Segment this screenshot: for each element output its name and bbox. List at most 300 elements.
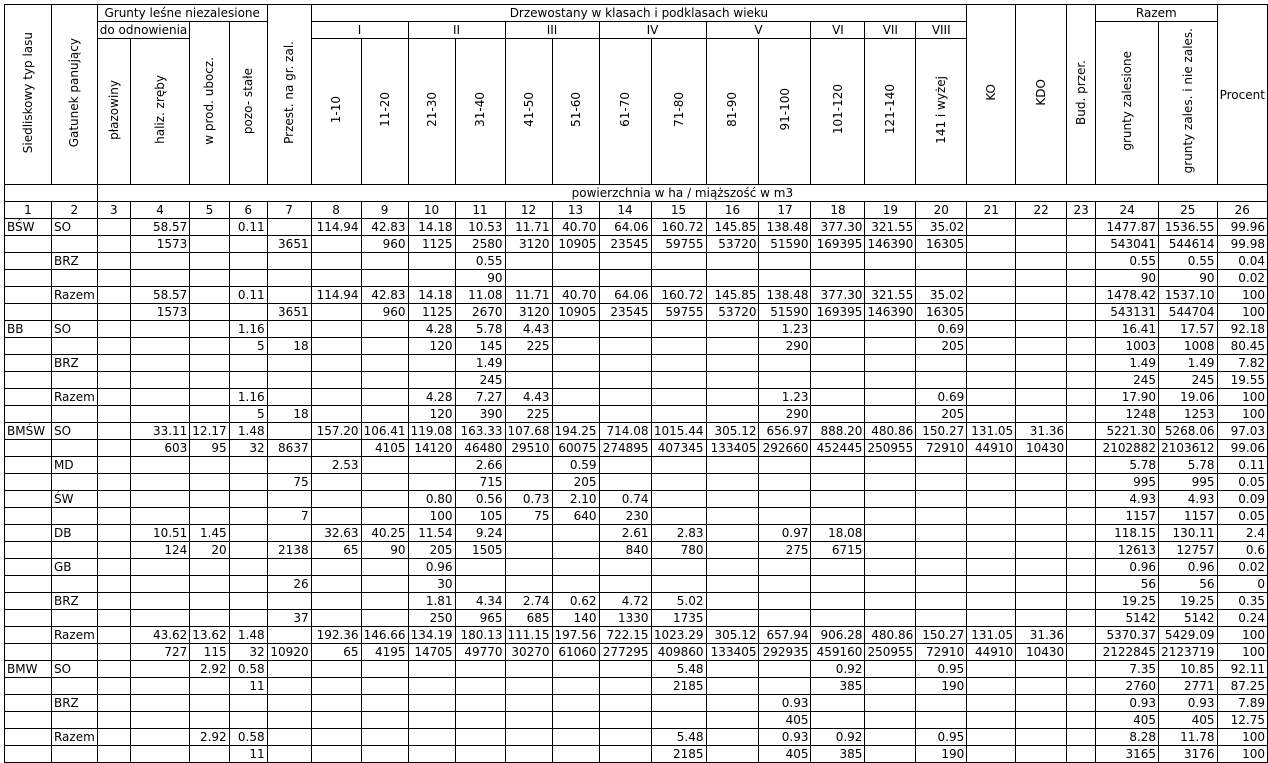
value-cell — [967, 372, 1016, 389]
value-cell — [361, 474, 408, 491]
column-number: 6 — [229, 202, 267, 219]
value-cell: 65 — [311, 644, 361, 661]
value-cell: 0.24 — [1217, 610, 1267, 627]
value-cell — [505, 729, 552, 746]
value-cell: 169395 — [811, 304, 865, 321]
value-cell: 14.18 — [408, 287, 455, 304]
value-cell: 10905 — [552, 236, 599, 253]
header-sub-8: 71-80 — [651, 39, 706, 185]
header-sub-12: 121-140 — [865, 39, 916, 185]
site-type-cell — [5, 627, 52, 644]
value-cell — [361, 695, 408, 712]
species-cell: MD — [51, 457, 97, 474]
value-cell — [1016, 729, 1067, 746]
value-cell — [865, 457, 916, 474]
value-cell: 0.11 — [229, 219, 267, 236]
species-cell — [51, 678, 97, 695]
value-cell: 133405 — [706, 644, 759, 661]
value-cell — [552, 372, 599, 389]
value-cell: 250955 — [865, 644, 916, 661]
value-cell: 11.08 — [455, 287, 505, 304]
value-cell: 1.48 — [229, 627, 267, 644]
value-cell: 1573 — [130, 304, 189, 321]
value-cell — [1067, 474, 1096, 491]
value-cell — [865, 508, 916, 525]
table-row — [5, 729, 1268, 746]
value-cell — [130, 712, 189, 729]
value-cell — [267, 253, 311, 270]
value-cell — [599, 338, 651, 355]
column-number: 3 — [97, 202, 130, 219]
value-cell: 31.36 — [1016, 423, 1067, 440]
table-row — [5, 219, 1268, 236]
value-cell — [811, 406, 865, 423]
value-cell: 95 — [190, 440, 229, 457]
value-cell — [599, 321, 651, 338]
value-cell — [505, 457, 552, 474]
value-cell: 1023.29 — [651, 627, 706, 644]
value-cell — [190, 678, 229, 695]
value-cell: 480.86 — [865, 423, 916, 440]
value-cell: 107.68 — [505, 423, 552, 440]
table-row — [5, 610, 1268, 627]
value-cell — [1016, 559, 1067, 576]
value-cell — [97, 355, 130, 372]
value-cell: 58.57 — [130, 219, 189, 236]
value-cell — [267, 593, 311, 610]
header-pozo: pozo- stałe — [229, 22, 267, 185]
table-row — [5, 661, 1268, 678]
value-cell: 40.70 — [552, 219, 599, 236]
value-cell: 5 — [229, 338, 267, 355]
value-cell: 90 — [361, 542, 408, 559]
value-cell — [229, 253, 267, 270]
value-cell: 53720 — [706, 304, 759, 321]
header-grunty-zal: grunty zalesione — [1096, 22, 1159, 185]
value-cell — [599, 457, 651, 474]
value-cell — [505, 576, 552, 593]
value-cell — [706, 542, 759, 559]
value-cell — [967, 406, 1016, 423]
value-cell — [361, 729, 408, 746]
value-cell — [229, 474, 267, 491]
value-cell — [552, 338, 599, 355]
value-cell: 145 — [455, 338, 505, 355]
value-cell — [97, 474, 130, 491]
value-cell: 4.43 — [505, 389, 552, 406]
value-cell: 225 — [505, 338, 552, 355]
site-type-cell — [5, 542, 52, 559]
value-cell — [1067, 338, 1096, 355]
value-cell — [190, 457, 229, 474]
value-cell — [916, 457, 967, 474]
value-cell — [97, 542, 130, 559]
value-cell — [916, 559, 967, 576]
species-cell — [51, 712, 97, 729]
species-cell — [51, 644, 97, 661]
header-sub-10: 91-100 — [759, 39, 811, 185]
value-cell: 0.93 — [1096, 695, 1159, 712]
value-cell — [1067, 712, 1096, 729]
header-sub-3: 21-30 — [408, 39, 455, 185]
species-cell — [51, 406, 97, 423]
table-row — [5, 644, 1268, 661]
value-cell: 42.83 — [361, 219, 408, 236]
header-bud: Bud. przer. — [1067, 5, 1096, 185]
value-cell — [599, 253, 651, 270]
table-row — [5, 406, 1268, 423]
value-cell — [267, 627, 311, 644]
value-cell — [267, 661, 311, 678]
value-cell: 0.05 — [1217, 474, 1267, 491]
site-type-cell — [5, 525, 52, 542]
value-cell — [916, 610, 967, 627]
value-cell — [267, 559, 311, 576]
value-cell — [455, 712, 505, 729]
header-class-ii: II — [408, 22, 505, 39]
value-cell: 13.62 — [190, 627, 229, 644]
value-cell — [311, 304, 361, 321]
value-cell: 2.74 — [505, 593, 552, 610]
value-cell — [811, 474, 865, 491]
value-cell: 11.71 — [505, 219, 552, 236]
value-cell — [759, 355, 811, 372]
value-cell — [97, 304, 130, 321]
column-number: 21 — [967, 202, 1016, 219]
species-cell: BRZ — [51, 355, 97, 372]
value-cell: 2103612 — [1159, 440, 1217, 457]
value-cell — [97, 576, 130, 593]
header-haliz: haliz. zręby — [130, 39, 189, 185]
value-cell — [229, 508, 267, 525]
value-cell: 150.27 — [916, 627, 967, 644]
value-cell — [267, 491, 311, 508]
value-cell — [811, 389, 865, 406]
value-cell — [130, 389, 189, 406]
value-cell — [865, 389, 916, 406]
value-cell — [706, 457, 759, 474]
value-cell: 1537.10 — [1159, 287, 1217, 304]
value-cell — [811, 457, 865, 474]
value-cell — [651, 695, 706, 712]
value-cell — [361, 661, 408, 678]
value-cell — [1016, 406, 1067, 423]
value-cell: 292660 — [759, 440, 811, 457]
table-row — [5, 559, 1268, 576]
header-przest: Przest. na gr. zal. — [267, 5, 311, 185]
value-cell: 20 — [190, 542, 229, 559]
value-cell: 544704 — [1159, 304, 1217, 321]
value-cell: 305.12 — [706, 627, 759, 644]
value-cell: 714.08 — [599, 423, 651, 440]
value-cell — [190, 304, 229, 321]
value-cell: 9.24 — [455, 525, 505, 542]
value-cell — [1016, 219, 1067, 236]
value-cell: 75 — [267, 474, 311, 491]
value-cell: 2771 — [1159, 678, 1217, 695]
value-cell: 19.25 — [1159, 593, 1217, 610]
header-class-vii: VII — [865, 22, 916, 39]
value-cell — [97, 610, 130, 627]
value-cell: 31.36 — [1016, 627, 1067, 644]
value-cell: 0.56 — [455, 491, 505, 508]
value-cell — [361, 610, 408, 627]
value-cell: 92.11 — [1217, 661, 1267, 678]
table-row — [5, 576, 1268, 593]
value-cell: 0.93 — [759, 729, 811, 746]
value-cell: 140 — [552, 610, 599, 627]
value-cell: 99.98 — [1217, 236, 1267, 253]
value-cell — [865, 695, 916, 712]
value-cell — [1067, 440, 1096, 457]
value-cell — [811, 712, 865, 729]
value-cell — [505, 559, 552, 576]
value-cell — [759, 474, 811, 491]
site-type-cell — [5, 712, 52, 729]
value-cell — [505, 474, 552, 491]
value-cell: 190 — [916, 746, 967, 763]
value-cell: 100 — [1217, 627, 1267, 644]
value-cell — [706, 593, 759, 610]
value-cell — [651, 457, 706, 474]
species-cell — [51, 610, 97, 627]
value-cell: 0.80 — [408, 491, 455, 508]
value-cell: 30 — [408, 576, 455, 593]
value-cell — [759, 678, 811, 695]
value-cell — [552, 525, 599, 542]
value-cell — [97, 338, 130, 355]
value-cell — [1067, 304, 1096, 321]
value-cell — [1016, 508, 1067, 525]
table-row — [5, 270, 1268, 287]
value-cell: 35.02 — [916, 287, 967, 304]
value-cell — [505, 355, 552, 372]
value-cell — [1067, 542, 1096, 559]
value-cell — [967, 270, 1016, 287]
site-type-cell — [5, 372, 52, 389]
value-cell — [811, 695, 865, 712]
value-cell — [811, 321, 865, 338]
value-cell — [706, 678, 759, 695]
value-cell: 1248 — [1096, 406, 1159, 423]
value-cell: 2102882 — [1096, 440, 1159, 457]
value-cell — [229, 270, 267, 287]
column-number: 9 — [361, 202, 408, 219]
value-cell — [267, 355, 311, 372]
value-cell: 321.55 — [865, 287, 916, 304]
value-cell: 377.30 — [811, 287, 865, 304]
value-cell — [1067, 287, 1096, 304]
value-cell — [130, 474, 189, 491]
table-body — [5, 219, 1268, 763]
value-cell — [651, 338, 706, 355]
value-cell — [97, 389, 130, 406]
species-cell: GB — [51, 559, 97, 576]
value-cell: 120 — [408, 406, 455, 423]
value-cell — [361, 457, 408, 474]
value-cell — [865, 321, 916, 338]
value-cell: 32 — [229, 644, 267, 661]
value-cell: 14.18 — [408, 219, 455, 236]
value-cell: 1.23 — [759, 389, 811, 406]
value-cell — [706, 253, 759, 270]
value-cell: 197.56 — [552, 627, 599, 644]
value-cell: 8.28 — [1096, 729, 1159, 746]
value-cell: 4.28 — [408, 389, 455, 406]
value-cell — [361, 593, 408, 610]
species-cell: SO — [51, 321, 97, 338]
value-cell: 2122845 — [1096, 644, 1159, 661]
value-cell: 1505 — [455, 542, 505, 559]
value-cell: 131.05 — [967, 423, 1016, 440]
value-cell — [1016, 610, 1067, 627]
value-cell — [916, 474, 967, 491]
value-cell — [552, 712, 599, 729]
value-cell — [1067, 491, 1096, 508]
value-cell — [229, 491, 267, 508]
value-cell — [865, 712, 916, 729]
site-type-cell — [5, 678, 52, 695]
value-cell: 119.08 — [408, 423, 455, 440]
value-cell — [311, 321, 361, 338]
value-cell — [311, 712, 361, 729]
value-cell — [706, 321, 759, 338]
column-number: 10 — [408, 202, 455, 219]
value-cell — [651, 474, 706, 491]
value-cell — [190, 355, 229, 372]
value-cell: 2.83 — [651, 525, 706, 542]
value-cell: 543131 — [1096, 304, 1159, 321]
value-cell — [505, 661, 552, 678]
value-cell: 100 — [408, 508, 455, 525]
value-cell: 245 — [1096, 372, 1159, 389]
value-cell: 40.70 — [552, 287, 599, 304]
value-cell: 10430 — [1016, 440, 1067, 457]
value-cell — [759, 508, 811, 525]
value-cell: 1157 — [1096, 508, 1159, 525]
value-cell — [97, 287, 130, 304]
value-cell — [759, 593, 811, 610]
value-cell: 225 — [505, 406, 552, 423]
value-cell: 780 — [651, 542, 706, 559]
value-cell: 100 — [1217, 644, 1267, 661]
value-cell — [1067, 406, 1096, 423]
header-sub-6: 51-60 — [552, 39, 599, 185]
value-cell — [455, 729, 505, 746]
value-cell — [651, 355, 706, 372]
header-do-odnowienia: do odnowienia — [97, 22, 190, 39]
value-cell: 0.93 — [1159, 695, 1217, 712]
table-row — [5, 423, 1268, 440]
site-type-cell — [5, 406, 52, 423]
value-cell — [865, 593, 916, 610]
value-cell: 3120 — [505, 236, 552, 253]
value-cell — [1067, 219, 1096, 236]
value-cell — [865, 253, 916, 270]
value-cell — [1016, 236, 1067, 253]
value-cell — [361, 270, 408, 287]
table-row — [5, 355, 1268, 372]
value-cell — [130, 321, 189, 338]
value-cell — [1016, 661, 1067, 678]
value-cell: 3120 — [505, 304, 552, 321]
value-cell — [190, 508, 229, 525]
value-cell — [311, 355, 361, 372]
site-type-cell — [5, 355, 52, 372]
value-cell: 134.19 — [408, 627, 455, 644]
value-cell — [311, 491, 361, 508]
value-cell — [267, 372, 311, 389]
value-cell — [811, 338, 865, 355]
value-cell — [865, 270, 916, 287]
value-cell: 245 — [1159, 372, 1217, 389]
value-cell — [967, 321, 1016, 338]
value-cell: 2.92 — [190, 661, 229, 678]
value-cell — [916, 576, 967, 593]
header-siedliskowy: Siedliskowy typ lasu — [5, 5, 52, 185]
value-cell: 160.72 — [651, 219, 706, 236]
value-cell — [759, 559, 811, 576]
value-cell — [408, 678, 455, 695]
value-cell: 0.05 — [1217, 508, 1267, 525]
species-cell — [51, 508, 97, 525]
value-cell — [190, 389, 229, 406]
value-cell: 64.06 — [599, 287, 651, 304]
value-cell: 274895 — [599, 440, 651, 457]
value-cell — [190, 372, 229, 389]
value-cell — [651, 389, 706, 406]
value-cell: 0.96 — [408, 559, 455, 576]
value-cell: 657.94 — [759, 627, 811, 644]
value-cell: 722.15 — [599, 627, 651, 644]
value-cell: 656.97 — [759, 423, 811, 440]
column-number: 18 — [811, 202, 865, 219]
value-cell: 2138 — [267, 542, 311, 559]
value-cell: 2123719 — [1159, 644, 1217, 661]
value-cell: 250955 — [865, 440, 916, 457]
header-sub-9: 81-90 — [706, 39, 759, 185]
value-cell — [311, 576, 361, 593]
value-cell: 12.17 — [190, 423, 229, 440]
value-cell — [916, 542, 967, 559]
value-cell — [651, 372, 706, 389]
value-cell — [455, 661, 505, 678]
value-cell — [190, 338, 229, 355]
value-cell: 7.35 — [1096, 661, 1159, 678]
column-number: 1 — [5, 202, 52, 219]
value-cell: 19.06 — [1159, 389, 1217, 406]
value-cell: 10920 — [267, 644, 311, 661]
value-cell — [706, 355, 759, 372]
value-cell — [130, 491, 189, 508]
value-cell: 80.45 — [1217, 338, 1267, 355]
value-cell — [408, 270, 455, 287]
value-cell: 56 — [1096, 576, 1159, 593]
value-cell — [552, 695, 599, 712]
value-cell: 12613 — [1096, 542, 1159, 559]
value-cell — [1067, 644, 1096, 661]
value-cell: 46480 — [455, 440, 505, 457]
value-cell: 4195 — [361, 644, 408, 661]
site-type-cell — [5, 253, 52, 270]
value-cell — [967, 610, 1016, 627]
value-cell: 405 — [1096, 712, 1159, 729]
value-cell — [1016, 474, 1067, 491]
value-cell — [552, 678, 599, 695]
value-cell: 960 — [361, 236, 408, 253]
value-cell — [1067, 576, 1096, 593]
header-kdo: KDO — [1016, 5, 1067, 185]
